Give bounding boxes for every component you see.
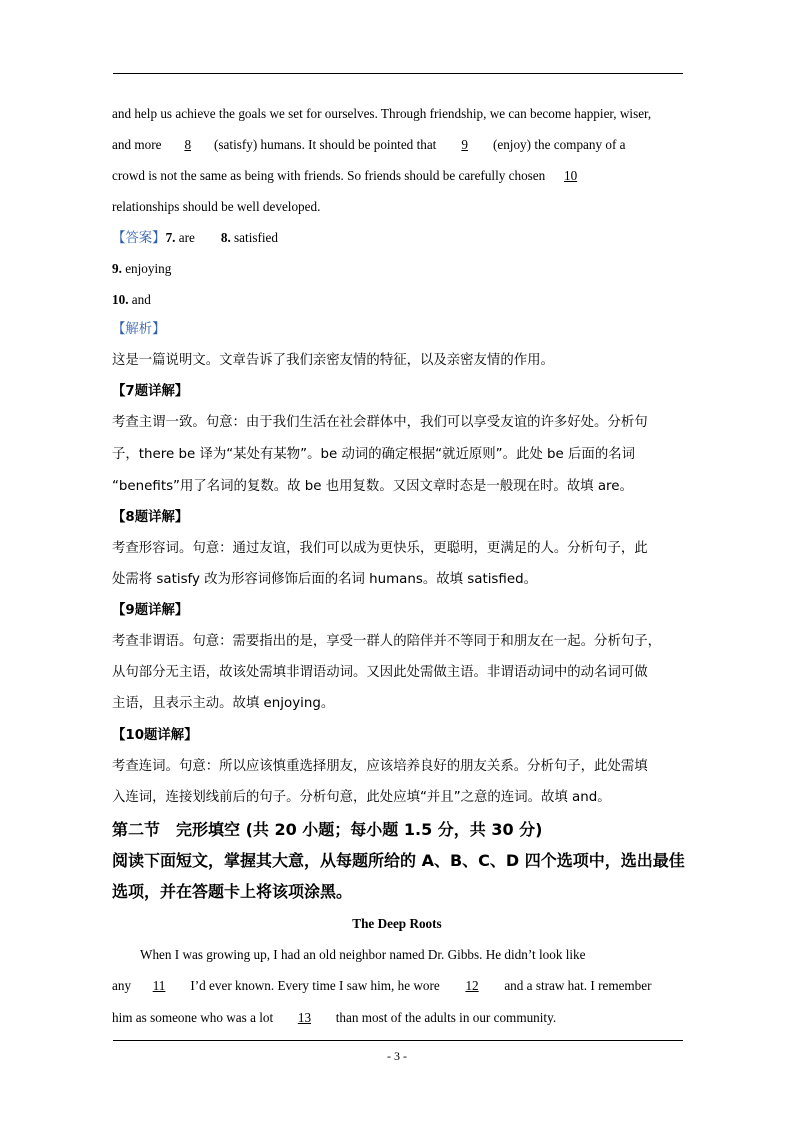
answer-10: and (128, 292, 151, 307)
header-rule (113, 73, 683, 74)
q10-line-1: 考查连词。句意：所以应该慎重选择朋友，应该培养良好的朋友关系。分析句子，此处需填 (112, 759, 648, 774)
section2-instruction-2: 选项，并在答题卡上将该项涂黑。 (112, 882, 353, 901)
q9-line-2: 从句部分无主语，故该处需填非谓语动词。又因此处需做主语。非谓语动词中的动名词可做 (112, 665, 648, 680)
passage-line-3: crowd is not the same as being with friends. So friends should be carefully chosen 10 (112, 168, 593, 184)
answer-8: satisfied (230, 230, 278, 245)
blank-12: 12 (465, 978, 479, 993)
q7-line-3: “benefits”用了名词的复数。故 be 也用复数。又因文章时态是一般现在时。故填 are。 (112, 479, 633, 494)
passage-line-1: and help us achieve the goals we set for ourselves. Through friendship, we can become happier, wiser, (112, 106, 652, 121)
footer-rule (113, 1040, 683, 1041)
answer-9: enjoying (121, 261, 172, 276)
answer-label: 【答案】 (112, 231, 166, 246)
blank-13: 13 (297, 1010, 312, 1025)
answer-row-7-8: 【答案】7. are 8. satisfied (112, 230, 278, 246)
passage-line-4: relationships should be well developed. (112, 199, 321, 214)
cloze-title: The Deep Roots (352, 916, 442, 931)
q8-line-2: 处需将 satisfy 改为形容词修饰后面的名词 humans。故填 satisfied。 (112, 572, 537, 587)
passage-line-2: and more 8 (satisfy) humans. It should be pointed that 9 (enjoy) the company of a (112, 137, 626, 152)
answer-row-9: 9. enjoying (112, 261, 172, 276)
blank-8: 8 (184, 137, 192, 152)
q8-line-1: 考查形容词。句意：通过友谊，我们可以成为更快乐，更聪明，更满足的人。分析句子，此 (112, 541, 648, 556)
section2-instruction-1: 阅读下面短文，掌握其大意，从每题所给的 A、B、C、D 四个选项中，选出最佳 (112, 851, 685, 870)
answer-row-10: 10. and (112, 292, 151, 307)
q7-line-1: 考查主谓一致。句意：由于我们生活在社会群体中，我们可以享受友谊的许多好处。分析句 (112, 415, 648, 430)
cloze-line-1: When I was growing up, I had an old neighbor named Dr. Gibbs. He didn’t look like (140, 947, 586, 962)
q10-heading: 【10题详解】 (112, 728, 198, 743)
q9-line-3: 主语，且表示主动。故填 enjoying。 (112, 696, 335, 711)
blank-10: 10 (563, 168, 578, 183)
answer-7: are (175, 230, 195, 245)
q9-line-1: 考查非谓语。句意：需要指出的是，享受一群人的陪伴并不等同于和朋友在一起。分析句子， (112, 634, 662, 649)
q10-line-2: 入连词，连接划线前后的句子。分析句意，此处应填“并且”之意的连词。故填 and。 (112, 790, 611, 805)
blank-11: 11 (152, 978, 166, 993)
q7-heading: 【7题详解】 (112, 384, 189, 399)
section2-heading: 第二节 完形填空 (共 20 小题；每小题 1.5 分，共 30 分) (112, 820, 543, 839)
analysis-label: 【解析】 (112, 322, 166, 337)
page-number: - 3 - (387, 1049, 407, 1063)
analysis-summary: 这是一篇说明文。文章告诉了我们亲密友情的特征，以及亲密友情的作用。 (112, 353, 554, 368)
q9-heading: 【9题详解】 (112, 603, 189, 618)
blank-9: 9 (461, 137, 468, 152)
q7-line-2: 子，there be 译为“某处有某物”。be 动词的确定根据“就近原则”。此处 be 后面的名词 (112, 447, 635, 462)
cloze-line-2: any 11 I’d ever known. Every time I saw him, he wore 12 and a straw hat. I remember (112, 978, 652, 993)
cloze-line-3: him as someone who was a lot 13 than most of the adults in our community. (112, 1010, 557, 1025)
q8-heading: 【8题详解】 (112, 510, 189, 525)
